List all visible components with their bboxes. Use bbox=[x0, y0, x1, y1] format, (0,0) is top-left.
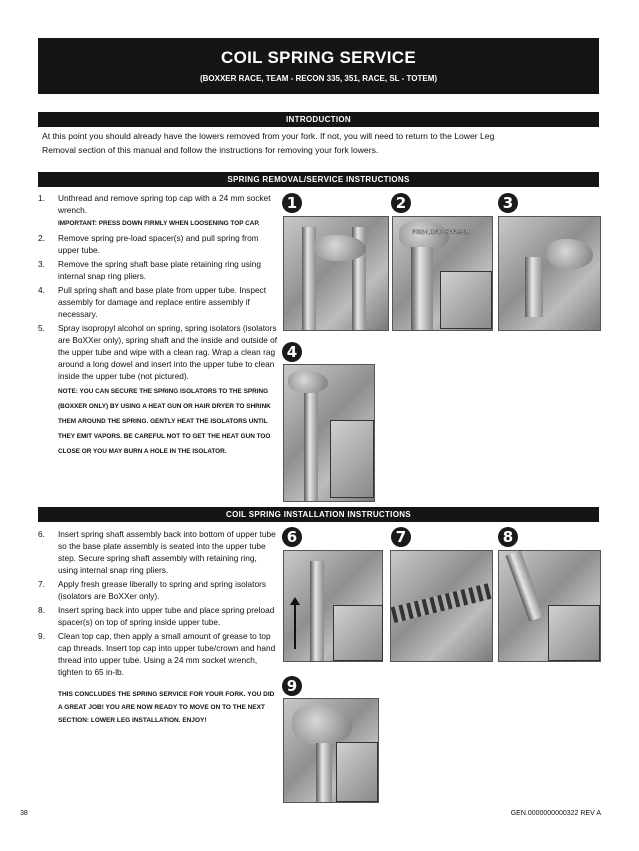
spring-shaft bbox=[310, 561, 324, 661]
list-item: 7. Apply fresh grease liberally to spring and spring isolators (isolators are BoXXer only). bbox=[38, 579, 266, 601]
list-item: 5. Spray isopropyl alcohol on spring, spring isolators (isolators are BoXXer only), spring shaft and the inside and outside of the upper tube and wipe with a clean rag. Wrap a clean rag around a long dowel and insert into the upper tube to clean inside the upper tube (not pictured). bbox=[38, 322, 278, 381]
hand bbox=[314, 235, 366, 261]
list-item: 3. Remove the spring shaft base plate retaining ring using internal snap ring pliers. bbox=[38, 258, 261, 281]
page-subtitle: (BOXXER RACE, TEAM - RECON 335, 351, RACE, SL - TOTEM) bbox=[199, 74, 438, 83]
introduction-line-2: Removal section of this manual and follow the instructions for removing your fork lowers. bbox=[42, 145, 379, 155]
figure-1-photo bbox=[283, 216, 389, 331]
hand bbox=[547, 239, 593, 269]
introduction-text bbox=[42, 129, 597, 157]
figure-4-inset bbox=[330, 420, 374, 498]
fork-tube bbox=[411, 247, 433, 330]
installation-steps bbox=[38, 528, 278, 727]
page-title: COIL SPRING SERVICE bbox=[221, 48, 416, 67]
removal-steps bbox=[38, 192, 278, 461]
document-id: GEN.0000000000322 REV A bbox=[510, 810, 601, 817]
fork-tube bbox=[525, 257, 543, 317]
list-item: 4. Pull spring shaft and base plate from upper tube. Inspect assembly for damage and replace entire assembly if necessary. bbox=[38, 284, 267, 319]
figure-7-photo bbox=[390, 550, 493, 662]
figure-badge-7: 7 bbox=[391, 527, 411, 547]
figure-3-photo bbox=[498, 216, 601, 331]
spring bbox=[506, 550, 545, 621]
list-item: 8. Insert spring back into upper tube and place spring preload spacer(s) on top of spring inside upper tube. bbox=[38, 605, 275, 627]
arrow-head-icon bbox=[290, 597, 300, 605]
figure-6-inset bbox=[333, 605, 383, 661]
figure-badge-9: 9 bbox=[282, 676, 302, 696]
important-note: IMPORTANT: PRESS DOWN FIRMLY WHEN LOOSENING TOP CAP. bbox=[58, 220, 260, 227]
figure-8-inset bbox=[548, 605, 600, 661]
introduction-heading: INTRODUCTION bbox=[38, 112, 599, 127]
hand bbox=[292, 705, 352, 745]
figure-badge-2: 2 bbox=[391, 193, 411, 213]
figure-badge-8: 8 bbox=[498, 527, 518, 547]
figure-badge-3: 3 bbox=[498, 193, 518, 213]
figure-2-inset bbox=[440, 271, 492, 329]
page-header bbox=[38, 38, 599, 94]
installation-heading: COIL SPRING INSTALLATION INSTRUCTIONS bbox=[38, 507, 599, 522]
isolator-note: NOTE: YOU CAN SECURE THE SPRING ISOLATORS TO THE SPRING (BOXXER ONLY) BY USING A HEAT GUN OR HAIR DRYER TO SHRINK THEM AROUND THE SPRING. GENTLY HEAT THE ISOLATORS UNTIL THEY EMIT VAPORS. BE CAREFUL NOT TO GET THE HEAT GUN TOO CLOSE OR YOU MAY BURN A HOLE IN THE ISOLATOR. bbox=[58, 387, 271, 455]
up-arrow-icon bbox=[294, 601, 296, 649]
list-item: 1. Unthread and remove spring top cap with a 24 mm socket wrench. bbox=[38, 193, 271, 215]
coil-spring bbox=[391, 583, 493, 623]
list-item: 6. Insert spring shaft assembly back into bottom of upper tube so the base plate assembly is seated into the upper tube step. Secure spring shaft assembly with retaining ring, using internal snap ring pliers. bbox=[38, 529, 276, 575]
figure-badge-1: 1 bbox=[282, 193, 302, 213]
fork-tube bbox=[316, 743, 332, 802]
introduction-line-1: At this point you should already have the lowers removed from your fork. If not, you will need to return to the Lower Leg bbox=[42, 131, 495, 141]
pre-load-spacer-callout: PRE-LOAD SPACER bbox=[412, 230, 470, 236]
removal-heading: SPRING REMOVAL/SERVICE INSTRUCTIONS bbox=[38, 172, 599, 187]
figure-9-inset bbox=[336, 742, 378, 802]
figure-badge-6: 6 bbox=[282, 527, 302, 547]
page-number: 38 bbox=[20, 810, 28, 817]
hand bbox=[288, 371, 328, 393]
conclusion-text: THIS CONCLUDES THE SPRING SERVICE FOR YOUR FORK. YOU DID A GREAT JOB! YOU ARE NOW READY TO MOVE ON TO THE NEXT SECTION: LOWER LEG INSTALLATION. ENJOY! bbox=[58, 691, 275, 724]
list-item: 9. Clean top cap, then apply a small amount of grease to top cap threads. Insert top cap into upper tube/crown and hand thread into upper tube. Using a 24 mm socket wrench, tighten to 65 in-lb. bbox=[38, 631, 276, 677]
figure-badge-4: 4 bbox=[282, 342, 302, 362]
list-item: 2. Remove spring pre-load spacer(s) and pull spring from upper tube. bbox=[38, 232, 259, 255]
